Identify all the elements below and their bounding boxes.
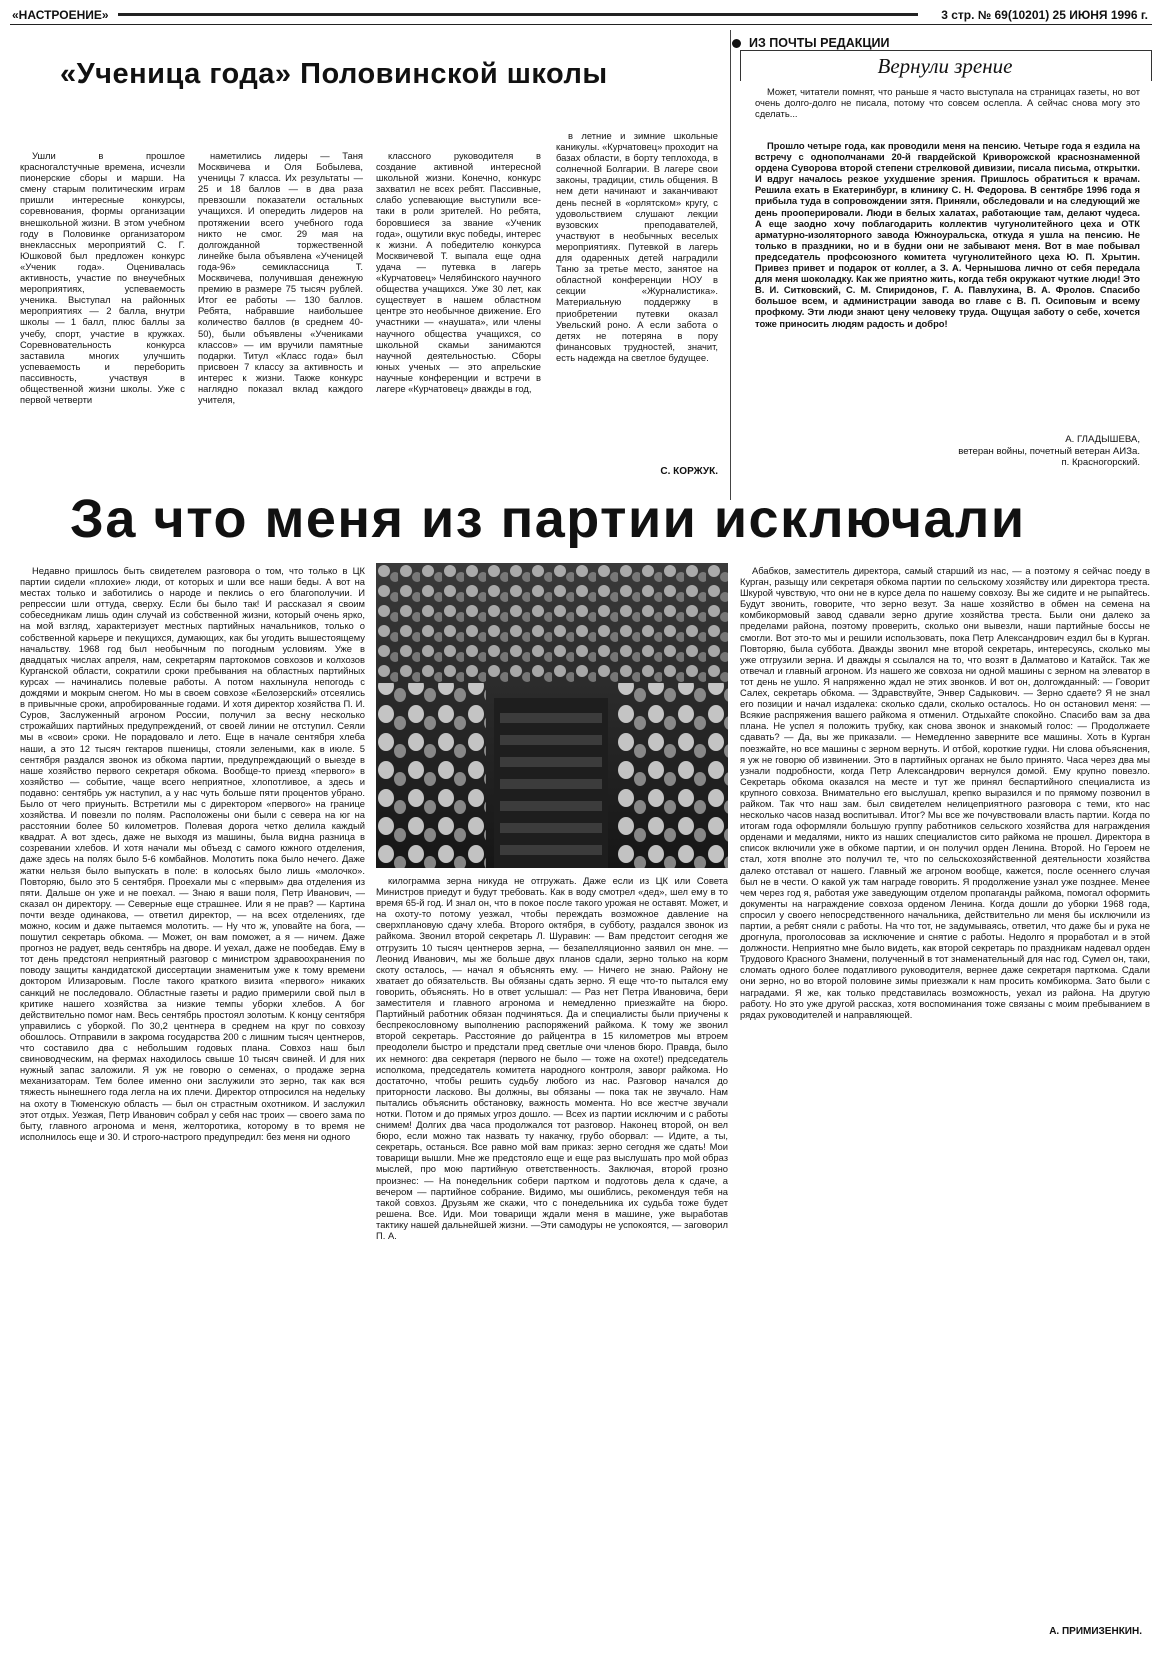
article2-column-3: Абабков, заместитель директора, самый старший из нас, — а поэтому я сейчас поеду в Курган, разыщу или секретаря обкома партии по сельскому хозяйству или директора треста. Шкурой чувствую, что они не в курсе дела по нашему совхозу. Вы же сидите и не рыпайтесь. Будут звонить, говорите, что зерно везут. За наше хозяйство в обмен на семена на комбикормовый завод сдавали зерно другие хозяйства треста. Были они далеко за пределами района, поэтому проверить, сколько они вывезли, наши партийные боссы не смогли. Вот это-то мы и решили использовать, пока Петр Александрович ездил бы в Курган. Повторяю, была суббота. Дважды звонил мне второй секретарь, интересуясь, сколько мы уже отгрузили зерна. И дважды я ссылался на то, что возят в Далматово и Катайск. Так же отвечал и главный агроном. Из нашего же совхоза ни одной машины с зерном на элеватор в тот день не ушло. Я напряженно ждал не этих звонков. И вот он, долгожданный: — Говорит Салех, секретарь обкома. — Здравствуйте, Энвер Садыкович. — Зерно сдаете? Я не знал его позиции и начал издалека: сколько сдали, сколько осталось. Но он остановил меня: — Всякие распряжения вашего райкома я отменил. Отдыхайте спокойно. Спасибо вам за два плана. Не успел я положить трубку, как снова звонок и знакомый голос: — Продолжаете сдавать? — Да, вы же приказали. — Немедленно заверните все машины. Хоть в Курган поезжайте, но все машины с зерном вернуть. И отбой, короткие гудки. Ни слова объяснения, я уж не говорю об извинении. Это в партийных органах не было принято. Часа через два мы узнали подробности, когда Петр Александрович вернулся домой. Ему крупно повезло. Секретарь обкома оказался на месте и тут же принял беспартийного специалиста из крупного совхоза. Внимательно его выслушал, крепко выразился и по прямому позвонил в райком. Так что наш зам. был свидетелем нелицеприятного разговора с теми, кто нас несколько часов назад воспитывал. Итог? Мы все же почувствовали власть партии. Когда по итогам года оформляли большую группу работников сельского хозяйства для награждения орденами и медалями, никто из наших специалистов сито райкома не прошел. Директора в список включили уже в обкоме партии, и он получил орден Ленина. Второй. Но Героем не стал, хотя вполне это получил те, что по сельскохозяйственной деятельности хозяйства далеко отставал от нашего. Главный же агроном вообще, кажется, после осеннего случая был не в чести. О какой уж там награде говорить. Я продолжение узнал уже позднее. Менее чем через год я, работая уже заведующим отделом пропаганды райкома, помогал оформить документы на награждение совхоза орденом Ленина. Когда дошли до уборки 1968 года, спросил у своего непосредственного начальника, действительно ли меня бы исключили из партии, а ребят сняли с работы. На что тот, не задумываясь, ответил, что даже бы и рука не дрогнула, проголосовав за исключение и снятие с работы. Недолго я проработал и в этой должности. Неприятно мне было видеть, как второй секретарь по праздникам надевал орден Трудового Красного Знамени, полученный в тот знаменательный для нас год. Сумел он, таки, сломать одного более податливого руководителя, вернее даже секретаря парткома. Сдали они зерно, но во второй половине зимы приезжали к нам просить комбикорма. Зато были с наградами. Я же, как только представилась возможность, уехал из района. На другую работу. Но это уже другой рассказ, хотя воспоминания тоже связаны с моим пребыванием в рядах руководителей и направляющей. xyxy=(740,565,1150,1020)
article2-title: За что меня из партии исключали xyxy=(70,489,1026,549)
box-left-rule xyxy=(730,30,731,500)
article1-column-2: наметились лидеры — Таня Москвичева и Оля Бобылева, ученицы 7 класса. Их результаты — 25 и 18 баллов — в два раза превзошли показатели остальных учащихся. И опередить лидеров на протяжении всего учебного года никто не смог. 29 мая на долгожданной торжественной линейке была объявлена «Ученицей года-96» семиклассница Т. Москвичева, получившая денежную премию в размере 75 тысяч рублей. Итог ее работы — 130 баллов. Ребята, набравшие наибольшее количество баллов (в среднем 40-50), были объявлены «Учениками классов» — им вручили памятные подарки. Титул «Класс года» был присвоен 7 классу за активность и интерес к жизни. Также конкурс наглядно показал вклад каждого учителя, xyxy=(198,150,363,406)
article1-column-3: классного руководителя в создание активной интересной школьной жизни. Конечно, конкурс захватил не всех ребят. Пассивные, слабо успевающие выступили все-таки в роли зрителей. Но ребята, боровшиеся за звание «Ученик года», ощутили вкус победы, интерес к жизни. А победителю конкурса Москвичевой Т. выпала еще одна удача — путевка в лагерь «Курчатовец» Челябинского научного общества учащихся. Уже 30 лет, как существует в нашем областном центре это необычное движение. Его участники — «наушата», или члены научного общества учащихся, со школьной скамьи занимаются научной деятельностью. Сборы юных ученых — это апрельские научные конференции и встречи в лагере «Курчатовец» дважды в год, xyxy=(376,150,541,394)
mail-signature xyxy=(755,434,1140,469)
article1-column-1: Ушли в прошлое красногалстучные времена, исчезли пионерские сборы и марши. На смену старым политическим играм пришли интересные конкурсы, соревнования, формы организации внешкольной жизни. В этом учебном году в Половинке организатором внеклассных мероприятий С. Г. Юшковой был предложен конкурс «Ученик года». Оценивалась активность, участие по внеучебных мероприятиях, успеваемость ученика. Выступал на районных мероприятиях — 2 балла, внутри школы — 1 балл, плюс баллы за учебу, спорт, участие в кружках. Соревновательность конкурса заставила многих улучшить успеваемость и переборить пассивность, участвуя в общественной жизни школы. Уже с первой четверти xyxy=(20,150,185,406)
article2-column-1: Недавно пришлось быть свидетелем разговора о том, что только в ЦК партии сидели «плохие» люди, от которых и шли все наши беды. А вот на местах только и заботились о народе и пеклись о его благополучии. И репрессии шли оттуда, сверху. Если бы было так! И рассказал я своим собеседникам лишь один случай из собственной жизни, который очень ярко, на мой взгляд, характеризует местных партийных начальников, только о собственной карьере и пекущихся, думающих, как бы угодить вышестоящему начальству. 1968 год был необычным по погодным условиям. Уже в двадцатых числах апреля, нам, секретарям партокомов совхозов и колхозов Курганской области, сократили сроки пребывания на областных партийных курсах — начинались полевые работы. А потом нахлынула непогодь с дождями и мокрым снегом. Но мы в своем совхозе «Белозерский» отсеялись в привычные сроки, апробированные годами. И хотя директор хозяйства П. И. Суров, Заслуженный агроном России, получил за весну несколько строжайших партийных предупреждений, от своей линии не отступил. Сеяли мы в «свои» сроки. Не порадовало и лето. Еще в начале сентября хлеба наши, а это 12 тысяч гектаров пшеницы, стояли зелеными, как в июле. 5 сентября раздался звонок из обкома партии, предупреждающий о выезде в наше хозяйство первого секретаря обкома. Вообще-то приезд «первого» в хозяйство — событие, чаще всего неприятное, хлопотливое, а здесь и подавно: сентябрь уж наступил, а у нас чуть больше пяти процентов убрано. Было от чего приуныть. Встретили мы с директором «первого» на границе хозяйства. И повезли по полям. Расположены они были с севера на юг на расстоянии более 50 километров. Полевая дорога четко делила каждый квадрат. А вот здесь, даже не выходя из машины, была видна разница в созревании хлебов. И хотя начали мы объезд с самого южного отделения, даже здесь на полях было 5-6 комбайнов. Молотить пока было нечего. Даже жатки нельзя было выпускать в поле: в колосьях было лишь «молочко». Повторяю, было это 5 сентября. Проехали мы с «первым» два отделения из пяти. Дальше он уже и не поехал. — Знаю я ваши поля, Петр Иванович, — сказал он директору. — Северные еще страшнее. Или я не прав? — Картина почти везде одинакова, — ответил директор, — на всех отделениях, где можно, косим и даже пытаемся молотить. — Ну что ж, уповайте на бога, — пошутил секретарь обкома. — Может, он вам поможет, а я — ничем. Даже прогноз не радует, ведь сентябрь на дворе. И уехал, даже не пообедав. Ему в тот день предстоял неприятный разговор с министром здравоохранения по поводу защиты кандидатской диссертации знаменитым уже к тому времени доктором Илизаровым. После такого краткого визита «первого» никаких санкций не последовало. Областные газеты и радио примерили свой пыл в критике нашего хозяйства за низкие темпы уборки хлебов. А бог действительно помог нам. Весь сентябрь простоял золотым. К концу сентября управились с уборкой. По 30,2 центнера в среднем на круг по совхозу обошлось. Отправили в закрома государства 200 с лишним тысяч центнеров, что составило два с небольшим годовых плана. Совхоз наш был свиноводческим, на фермах находилось свыше 10 тысяч свиней. И для них нужный запас заложили. Я уж не говорю о семенах, о продаже зерна механизаторам. Тем более именно они заслужили это зерно, так как вся тяжесть нынешнего года легла на их плечи. Директор отпросился на недельку на охоту в Тюменскую область — был он страстным охотником. И заслужил этот отдых. Уезжая, Петр Иванович собрал у себя нас троих — своего зама по быту, главного агронома и меня, желторотика, которому в то время не исполнилось еще и 30. И строго-настрого предупредил: без меня ни одного xyxy=(20,565,365,1142)
issue-info: 3 стр. № 69(10201) 25 ИЮНЯ 1996 г. xyxy=(941,8,1148,22)
mail-rubric-label: ИЗ ПОЧТЫ РЕДАКЦИИ xyxy=(749,36,890,51)
mail-sign-place: п. Красногорский. xyxy=(1061,457,1140,468)
mail-body: Прошло четыре года, как проводили меня на пенсию. Четыре года я ездила на встречу с однополчанами 20-й гвардейской Криворожской краснознаменной ордена Суворова второй степени стрелковой дивизии, писала письма, открытки. И вдруг началось резкое ухудшение зрения. Пришлось обратиться к врачам. Решила ехать в Екатеринбург, в клинику С. Н. Федорова. В сентябре 1996 года я прибыла туда в сопровождении зятя. Приняли, обследовали и на следующий же день прооперировали. Люди в белых халатах, работающие там, делают чудеса. А еще заодно хочу поблагодарить коллектив чугунолитейного цеха и ОТК арматурно-изоляторного завода Южноуральска, откуда я ушла на пенсию. Не только в праздники, но и в будни они не забывают меня. Вот в мае побывал председатель профсоюзного комитета чугунолитейного цеха Ю. П. Хрытин. Привез привет и подарок от коллег, а З. А. Чернышова лично от себя передала для меня шоколадку. Как же приятно жить, когда тебя окружают чуткие люди! Это В. И. Ситковский, С. М. Спиридонов, Г. А. Павлухина, В. А. Фролов. Спасибо большое всем, и администрации завода во главе с В. П. Осиповым и всему профкому. Эти люди знают цену человеку труда. Ощущая заботу о себе, хочется тоже приносить людям радость и добро! xyxy=(755,140,1140,329)
bullet-icon xyxy=(732,39,741,48)
article1-signature: С. КОРЖУК. xyxy=(660,466,718,477)
article2-column-2: килограмма зерна никуда не отгружать. Даже если из ЦК или Совета Министров приедут и будут требовать. Как в воду смотрел «дед», шел ему в то время 65-й год. И знал он, что в покое после такого урожая не оставят. Может, и на охоту-то потому уезжал, чтобы переждать возможное давление на сверхплановую сдачу хлеба. Второго октября, в субботу, раздался звонок из райкома. Звонил второй секретарь Л. Шуравин: — Вам предстоит сегодня же отгрузить 10 тысяч центнеров зерна, — безапелляционно заявил он мне. — Леонид Иванович, мы же больше двух планов сдали, зерно только на корм скоту осталось, — начал я объяснять ему. — Ничего не знаю. Району не хватает до обязательств. Вы обязаны сдать зерно. Я еще что-то пытался ему говорить, объяснять. Но в ответ услышал: — Раз нет Петра Ивановича, бери заместителя и главного агронома и немедленно приезжайте на бюро. Партийный работник обязан подчиняться. Да и специалисты были приучены к беспрекословному выполнению распоряжений райкома. К тому же звонил второй секретарь. Расстояние до райцентра в 15 километров мы втроем преодолели быстро и предстали пред светлые очи членов бюро. Правда, было их немного: два секретаря (первого не было — тоже на охоте!) председатель исполкома, председатель комитета народного контроля, заворг райкома. Но достаточно, чтобы решить судьбу любого из нас. Разговор начался до приторности ласково. Вы должны, вы обязаны — пока так не звучало. Нам пытались объяснить обстановку, важность момента. Но все жестче звучали нотки. Потом и до прямых угроз дошло. — Всех из партии исключим и с работы снимем! Долгих два часа продолжался тот разговор. Наконец второй, он вел бюро, если можно так назвать ту накачку, грубо оборвал: — Идите, а ты, секретарь, останься. Все равно мой вам приказ: зерно сегодня же сдать! Мои товарищи вышли. Мне же предстояло еще и еще раз выслушать про мой образ мыслей, про мою партийную ответственность. Заключая, второй грозно произнес: — На понедельник собери партком и подготовь дела к сдаче, а вечером — партийное собрание. Видимо, мы ошиблись, рекомендуя тебя на такой совхоз. Друзьям же скажи, что с понедельника их судьба тоже будет решена. Все. Иди. Мои товарищи ждали меня в машине, уже выработав тактику нашей дальнейшей жизни. —Эти самодуры не успокоятся, — заговорил П. А. xyxy=(376,875,728,1241)
section-name: «НАСТРОЕНИЕ» xyxy=(12,8,109,22)
mail-sign-title: ветеран войны, почетный ветеран АИЗа. xyxy=(958,445,1140,457)
article1-title: «Ученица года» Половинской школы xyxy=(60,58,608,90)
article1-column-4: в летние и зимние школьные каникулы. «Курчатовец» проходит на базах области, в борту теплохода, в солнечной Болгарии. В лагере свои законы, традиции, стиль общения. В нем дети начинают и заканчивают день песней в «орлятском» кругу, с удовольствием слушают лекции вузовских преподавателей, участвуют в необычных веселых мероприятиях. Путевкой в лагерь для одаренных детей наградили Таню за третье место, занятое на областной конференции НОУ в секции «Журналистика». Материальную поддержку в приобретении путевки оказал Увельский роно. А если забота о детях не потеряна в пору финансовых трудностей, значит, есть надежда на светлое будущее. xyxy=(556,130,718,363)
audience-photo xyxy=(376,563,728,868)
mail-title: Вернули зрение xyxy=(877,54,1013,78)
mail-intro: Может, читатели помнят, что раньше я часто выступала на страницах газеты, но вот очень долго-долго не писала, потому что совсем ослепла. А сейчас снова могу это сделать... xyxy=(755,86,1140,120)
mail-sign-name: А. ГЛАДЫШЕВА, xyxy=(1065,434,1140,445)
header-rule xyxy=(118,13,918,16)
header-underline xyxy=(10,24,1152,25)
article2-signature: А. ПРИМИЗЕНКИН. xyxy=(1049,1626,1142,1637)
